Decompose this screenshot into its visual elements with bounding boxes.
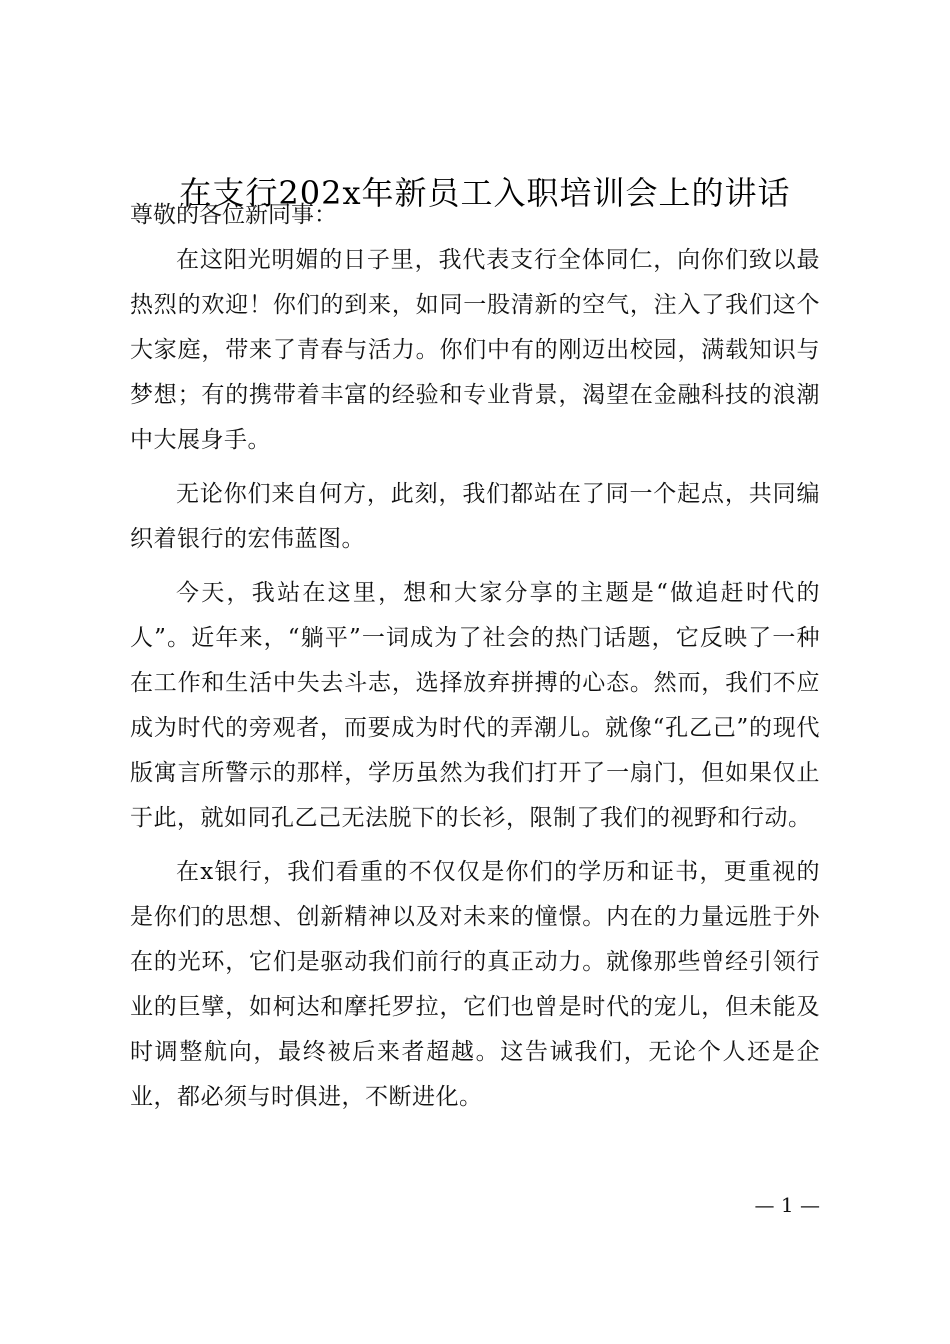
salutation: 尊敬的各位新同事： (130, 202, 337, 228)
paragraph-welcome: 在这阳光明媚的日子里，我代表支行全体同仁，向你们致以最热烈的欢迎！你们的到来，如同一股清新的空气，注入了我们这个大家庭，带来了青春与活力。你们中有的刚迈出校园，满载知识与梦想；有的携带着丰富的经验和专业背景，渴望在金融科技的浪潮中大展身手。 (130, 247, 820, 453)
page-number: — 1 — (754, 1193, 820, 1217)
paragraph-values: 在x银行，我们看重的不仅仅是你们的学历和证书，更重视的是你们的思想、创新精神以及对未来的憧憬。内在的力量远胜于外在的光环，它们是驱动我们前行的真正动力。就像那些曾经引领行业的巨擘，如柯达和摩托罗拉，它们也曾是时代的宠儿，但未能及时调整航向，最终被后来者超越。这告诫我们，无论个人还是企业，都必须与时俱进，不断进化。 (130, 859, 820, 1110)
document-body (130, 193, 820, 1129)
paragraph-theme: 今天，我站在这里，想和大家分享的主题是“做追赶时代的人”。近年来，“躺平”一词成为了社会的热门话题，它反映了一种在工作和生活中失去斗志，选择放弃拼搏的心态。然而，我们不应成为时代的旁观者，而要成为时代的弄潮儿。就像“孔乙己”的现代版寓言所警示的那样，学历虽然为我们打开了一扇门，但如果仅止于此，就如同孔乙己无法脱下的长衫，限制了我们的视野和行动。 (130, 580, 820, 831)
paragraph-starting-point: 无论你们来自何方，此刻，我们都站在了同一个起点，共同编织着银行的宏伟蓝图。 (130, 481, 820, 552)
document-title: 在支行202x年新员工入职培训会上的讲话 (179, 174, 791, 212)
